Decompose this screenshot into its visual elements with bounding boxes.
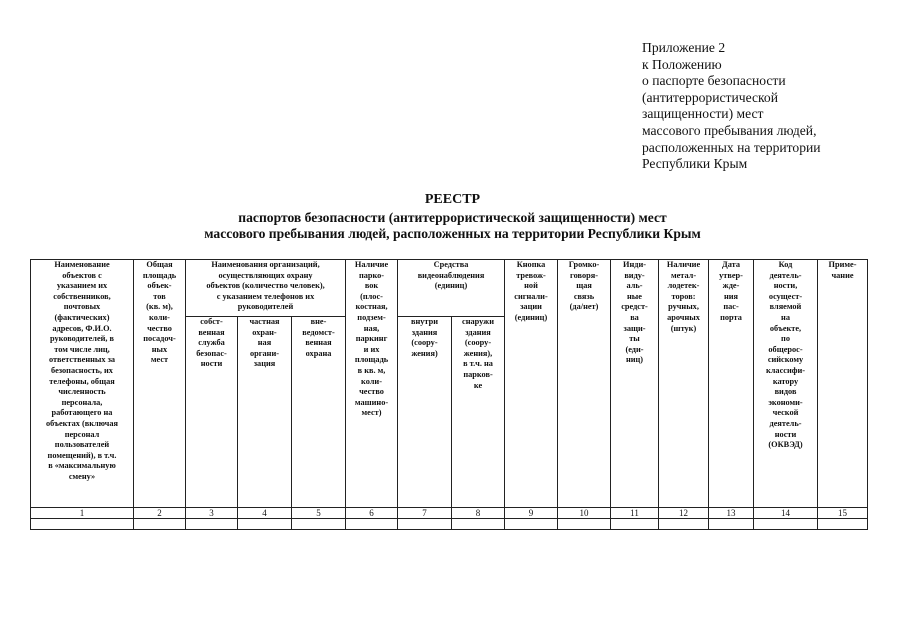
- title-main: РЕЕСТР: [424, 192, 481, 207]
- appendix-line: Республики Крым: [642, 156, 748, 172]
- empty-cell: [558, 519, 611, 530]
- title-line-2: массового пребывания людей, расположенных на территории Республики Крым: [204, 226, 701, 242]
- header-area: Общая площадь объек- тов (кв. м), коли- чество посадоч- ных мест: [134, 260, 186, 508]
- empty-cell: [398, 519, 452, 530]
- header-metal-detectors: Наличие метал- лодетек- торов: ручных, арочных (штук): [659, 260, 709, 508]
- column-number: 15: [818, 508, 868, 519]
- header-alarm-button: Кнопка тревож- ной сигнали- зации (единиц): [505, 260, 558, 508]
- column-number: 13: [709, 508, 754, 519]
- empty-cell: [346, 519, 398, 530]
- appendix-line: о паспорте безопасности: [642, 73, 786, 89]
- column-number: 3: [186, 508, 238, 519]
- empty-cell: [31, 519, 134, 530]
- header-loudspeaker: Громко- говоря- щая связь (да/нет): [558, 260, 611, 508]
- column-number: 5: [292, 508, 346, 519]
- column-number: 4: [238, 508, 292, 519]
- column-number: 6: [346, 508, 398, 519]
- empty-cell: [238, 519, 292, 530]
- appendix-line: массового пребывания людей,: [642, 122, 817, 138]
- header-security-organizations: Наименования организаций, осуществляющих охрану объектов (количество человек), с указанием телефонов их руководителей: [186, 260, 346, 317]
- column-number: 12: [659, 508, 709, 519]
- empty-cell: [186, 519, 238, 530]
- appendix-line: Приложение 2: [642, 40, 726, 55]
- header-video-outside: снаружи здания (соору- жения), в т.ч. на парков- ке: [452, 317, 505, 508]
- appendix-note: [642, 40, 892, 173]
- column-number: 9: [505, 508, 558, 519]
- appendix-line: к Положению: [642, 56, 722, 72]
- appendix-line: защищенности) мест: [642, 106, 764, 122]
- header-video-surveillance: Средства видеонаблюдения (единиц): [398, 260, 505, 317]
- column-number-row: [31, 508, 868, 519]
- header-object-name: Наименование объектов с указанием их собственников, почтовых (фактических) адресов, Ф.И.О. руководителей, в том числе лиц, ответственных за безопасность, их телефоны, общая численность персонала, работающего на объектах (включая персонал пользователей помещений), в т.ч. в «максимальную смену»: [31, 260, 134, 508]
- appendix-line: расположенных на территории: [642, 139, 821, 155]
- header-parking: Наличие парко- вок (плос- костная, подзем- ная, паркинг и их площадь в кв. м, коли- чество машино- мест): [346, 260, 398, 508]
- header-approval-date: Дата утвер- жде- ния пас- порта: [709, 260, 754, 508]
- title-line-1: паспортов безопасности (антитеррористической защищенности) мест: [238, 209, 667, 225]
- empty-cell: [611, 519, 659, 530]
- empty-cell: [709, 519, 754, 530]
- column-number: 7: [398, 508, 452, 519]
- column-number: 8: [452, 508, 505, 519]
- empty-cell: [659, 519, 709, 530]
- registry-table: [30, 259, 868, 530]
- empty-cell: [505, 519, 558, 530]
- column-number: 11: [611, 508, 659, 519]
- empty-cell: [292, 519, 346, 530]
- empty-cell: [754, 519, 818, 530]
- header-okved-code: Код деятель- ности, осущест- вляемой на объекте, по общерос- сийскому классифи- катору видов экономи- ческой деятель- ности (ОКВЭД): [754, 260, 818, 508]
- empty-cell: [134, 519, 186, 530]
- empty-cell: [818, 519, 868, 530]
- column-number: 1: [31, 508, 134, 519]
- empty-data-row: [31, 519, 868, 530]
- header-non-departmental-security: вне- ведомст- венная охрана: [292, 317, 346, 508]
- document-title: [0, 192, 905, 243]
- column-number: 14: [754, 508, 818, 519]
- empty-cell: [452, 519, 505, 530]
- appendix-line: (антитеррористической: [642, 89, 778, 105]
- header-notes: Приме- чание: [818, 260, 868, 508]
- column-number: 2: [134, 508, 186, 519]
- header-protection-means: Инди- виду- аль- ные средст- ва защи- ты (еди- ниц): [611, 260, 659, 508]
- header-own-security: собст- венная служба безопас- ности: [186, 317, 238, 508]
- header-row-top: [31, 260, 868, 317]
- header-private-security: частная охран- ная органи- зация: [238, 317, 292, 508]
- header-video-inside: внутри здания (соору- жения): [398, 317, 452, 508]
- column-number: 10: [558, 508, 611, 519]
